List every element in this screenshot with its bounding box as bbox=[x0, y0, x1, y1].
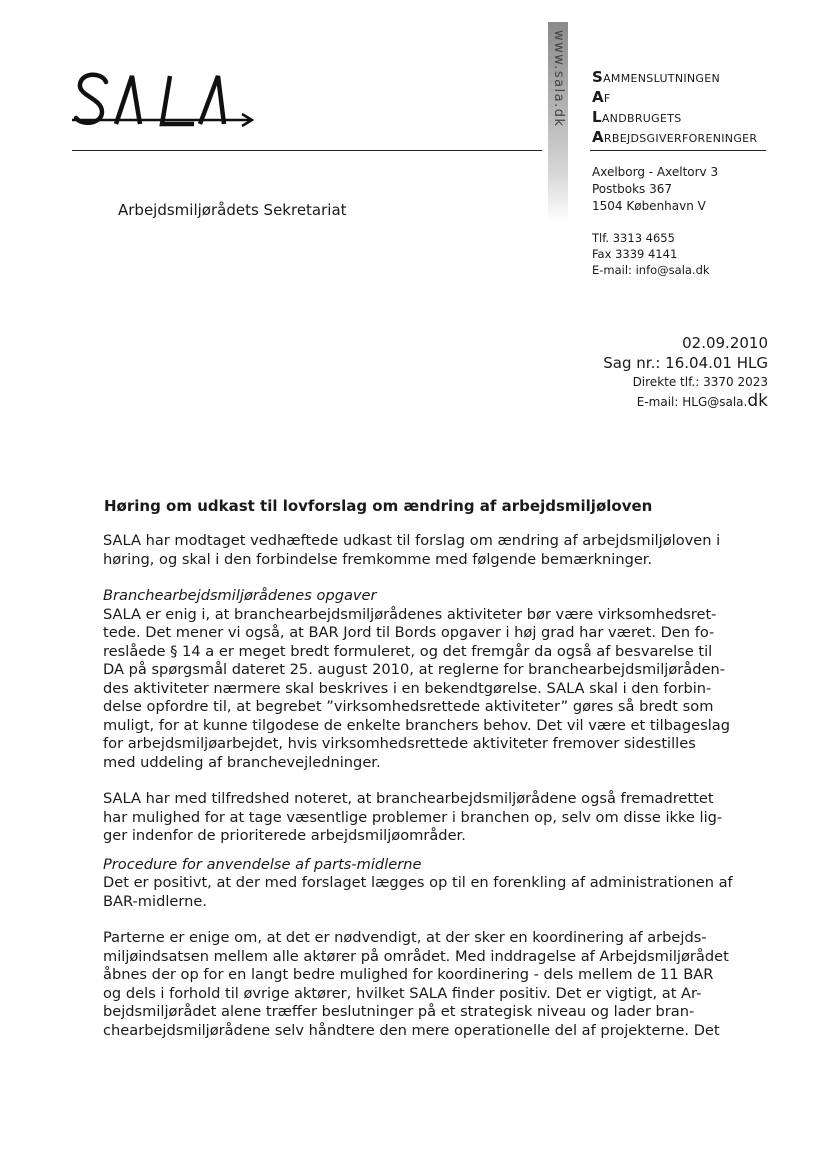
body-line: reslåede § 14 a er meget bredt formuleret, og det fremgår da også af besvarelse til bbox=[103, 642, 713, 660]
body-line: SALA har med tilfredshed noteret, at branchearbejdsmiljørådene også fremadrettet bbox=[103, 790, 714, 807]
body-line: Det er positivt, at der med forslaget lægges op til en forenkling af administrationen af bbox=[103, 874, 733, 891]
organisation-name bbox=[592, 68, 757, 148]
body-line: høring, og skal i den forbindelse fremkomme med følgende bemærkninger. bbox=[103, 550, 653, 568]
org-line: LANDBRUGETS bbox=[592, 108, 682, 126]
body-line: miljøindsatsen mellem alle aktører på området. Med inddragelse af Arbejdsmiljørådet bbox=[103, 947, 729, 965]
sala-logo bbox=[72, 62, 272, 152]
sala-logo-graphic bbox=[72, 62, 272, 152]
email: E-mail: info@sala.dk bbox=[592, 263, 710, 277]
body-line: og dels i forhold til øvrige aktører, hvilket SALA finder positiv. Det er vigtigt, at Ar- bbox=[103, 984, 702, 1002]
org-line: ARBEJDSGIVERFORENINGER bbox=[592, 128, 758, 146]
body-line: chearbejdsmiljørådene selv håndtere den mere operationelle del af projekterne. Det bbox=[103, 1021, 720, 1039]
letter-date: 02.09.2010 bbox=[682, 334, 768, 352]
contact-block bbox=[592, 230, 710, 278]
body-line: ger indenfor de prioriterede arbejdsmiljøområder. bbox=[103, 827, 466, 844]
section-heading: Branchearbejdsmiljørådenes opgaver bbox=[103, 587, 377, 604]
body-line: des aktiviteter nærmere skal beskrives i en bekendtgørelse. SALA skal i den forbin- bbox=[103, 679, 712, 697]
letter-subject: Høring om udkast til lovforslag om ændring af arbejdsmiljøloven bbox=[104, 497, 653, 515]
body-line: Parterne er enige om, at det er nødvendigt, at der sker en koordinering af arbejds- bbox=[103, 929, 707, 946]
body-line: bejdsmiljørådet alene træffer beslutninger på et strategisk niveau og lader bran- bbox=[103, 1003, 695, 1020]
direct-phone: Direkte tlf.: 3370 2023 bbox=[632, 375, 768, 389]
letter-body bbox=[103, 532, 773, 1040]
address-block bbox=[592, 164, 718, 215]
fax: Fax 3339 4141 bbox=[592, 247, 678, 261]
body-line: med uddeling af branchevejledninger. bbox=[103, 753, 381, 771]
letter-meta bbox=[603, 333, 768, 412]
body-line: SALA er enig i, at branchearbejdsmiljørådenes aktiviteter bør være virksomhedsret- bbox=[103, 605, 717, 623]
body-line: delse opfordre til, at begrebet ”virksomhedsrettede aktiviteter” gøres så bredt som bbox=[103, 698, 714, 715]
address-line: 1504 København V bbox=[592, 199, 706, 213]
sender-email: E-mail: HLG@sala.dk bbox=[636, 391, 768, 411]
header-divider-right bbox=[590, 150, 766, 151]
address-line: Postboks 367 bbox=[592, 182, 672, 196]
body-line: DA på spørgsmål dateret 25. august 2010, at reglerne for branchearbejdsmiljøråden- bbox=[103, 661, 725, 678]
header-divider-left bbox=[72, 150, 542, 151]
address-line: Axelborg - Axeltorv 3 bbox=[592, 165, 719, 179]
body-line: BAR-midlerne. bbox=[103, 892, 207, 910]
body-line: for arbejdsmiljøarbejdet, hvis virksomhedsrettede aktiviteter fremover sidestilles bbox=[103, 735, 696, 752]
recipient: Arbejdsmiljørådets Sekretariat bbox=[118, 201, 347, 219]
case-number: Sag nr.: 16.04.01 HLG bbox=[603, 354, 768, 372]
phone: Tlf. 3313 4655 bbox=[592, 231, 675, 245]
section-heading: Procedure for anvendelse af parts-midlerne bbox=[103, 855, 422, 873]
website-vertical: www.sala.dk bbox=[551, 30, 566, 128]
body-line: muligt, for at kunne tilgodese de enkelte branchers behov. Det vil være et tilbageslag bbox=[103, 716, 730, 734]
body-line: tede. Det mener vi også, at BAR Jord til Bords opgaver i høj grad har været. Den fo- bbox=[103, 624, 715, 641]
body-line: har mulighed for at tage væsentlige problemer i branchen op, selv om disse ikke lig- bbox=[103, 808, 723, 826]
body-line: SALA har modtaget vedhæftede udkast til forslag om ændring af arbejdsmiljøloven i bbox=[103, 532, 721, 549]
org-line: AF bbox=[592, 88, 611, 106]
org-line: SAMMENSLUTNINGEN bbox=[592, 68, 721, 86]
body-line: åbnes der op for en langt bedre mulighed for koordinering - dels mellem de 11 BAR bbox=[103, 966, 714, 983]
